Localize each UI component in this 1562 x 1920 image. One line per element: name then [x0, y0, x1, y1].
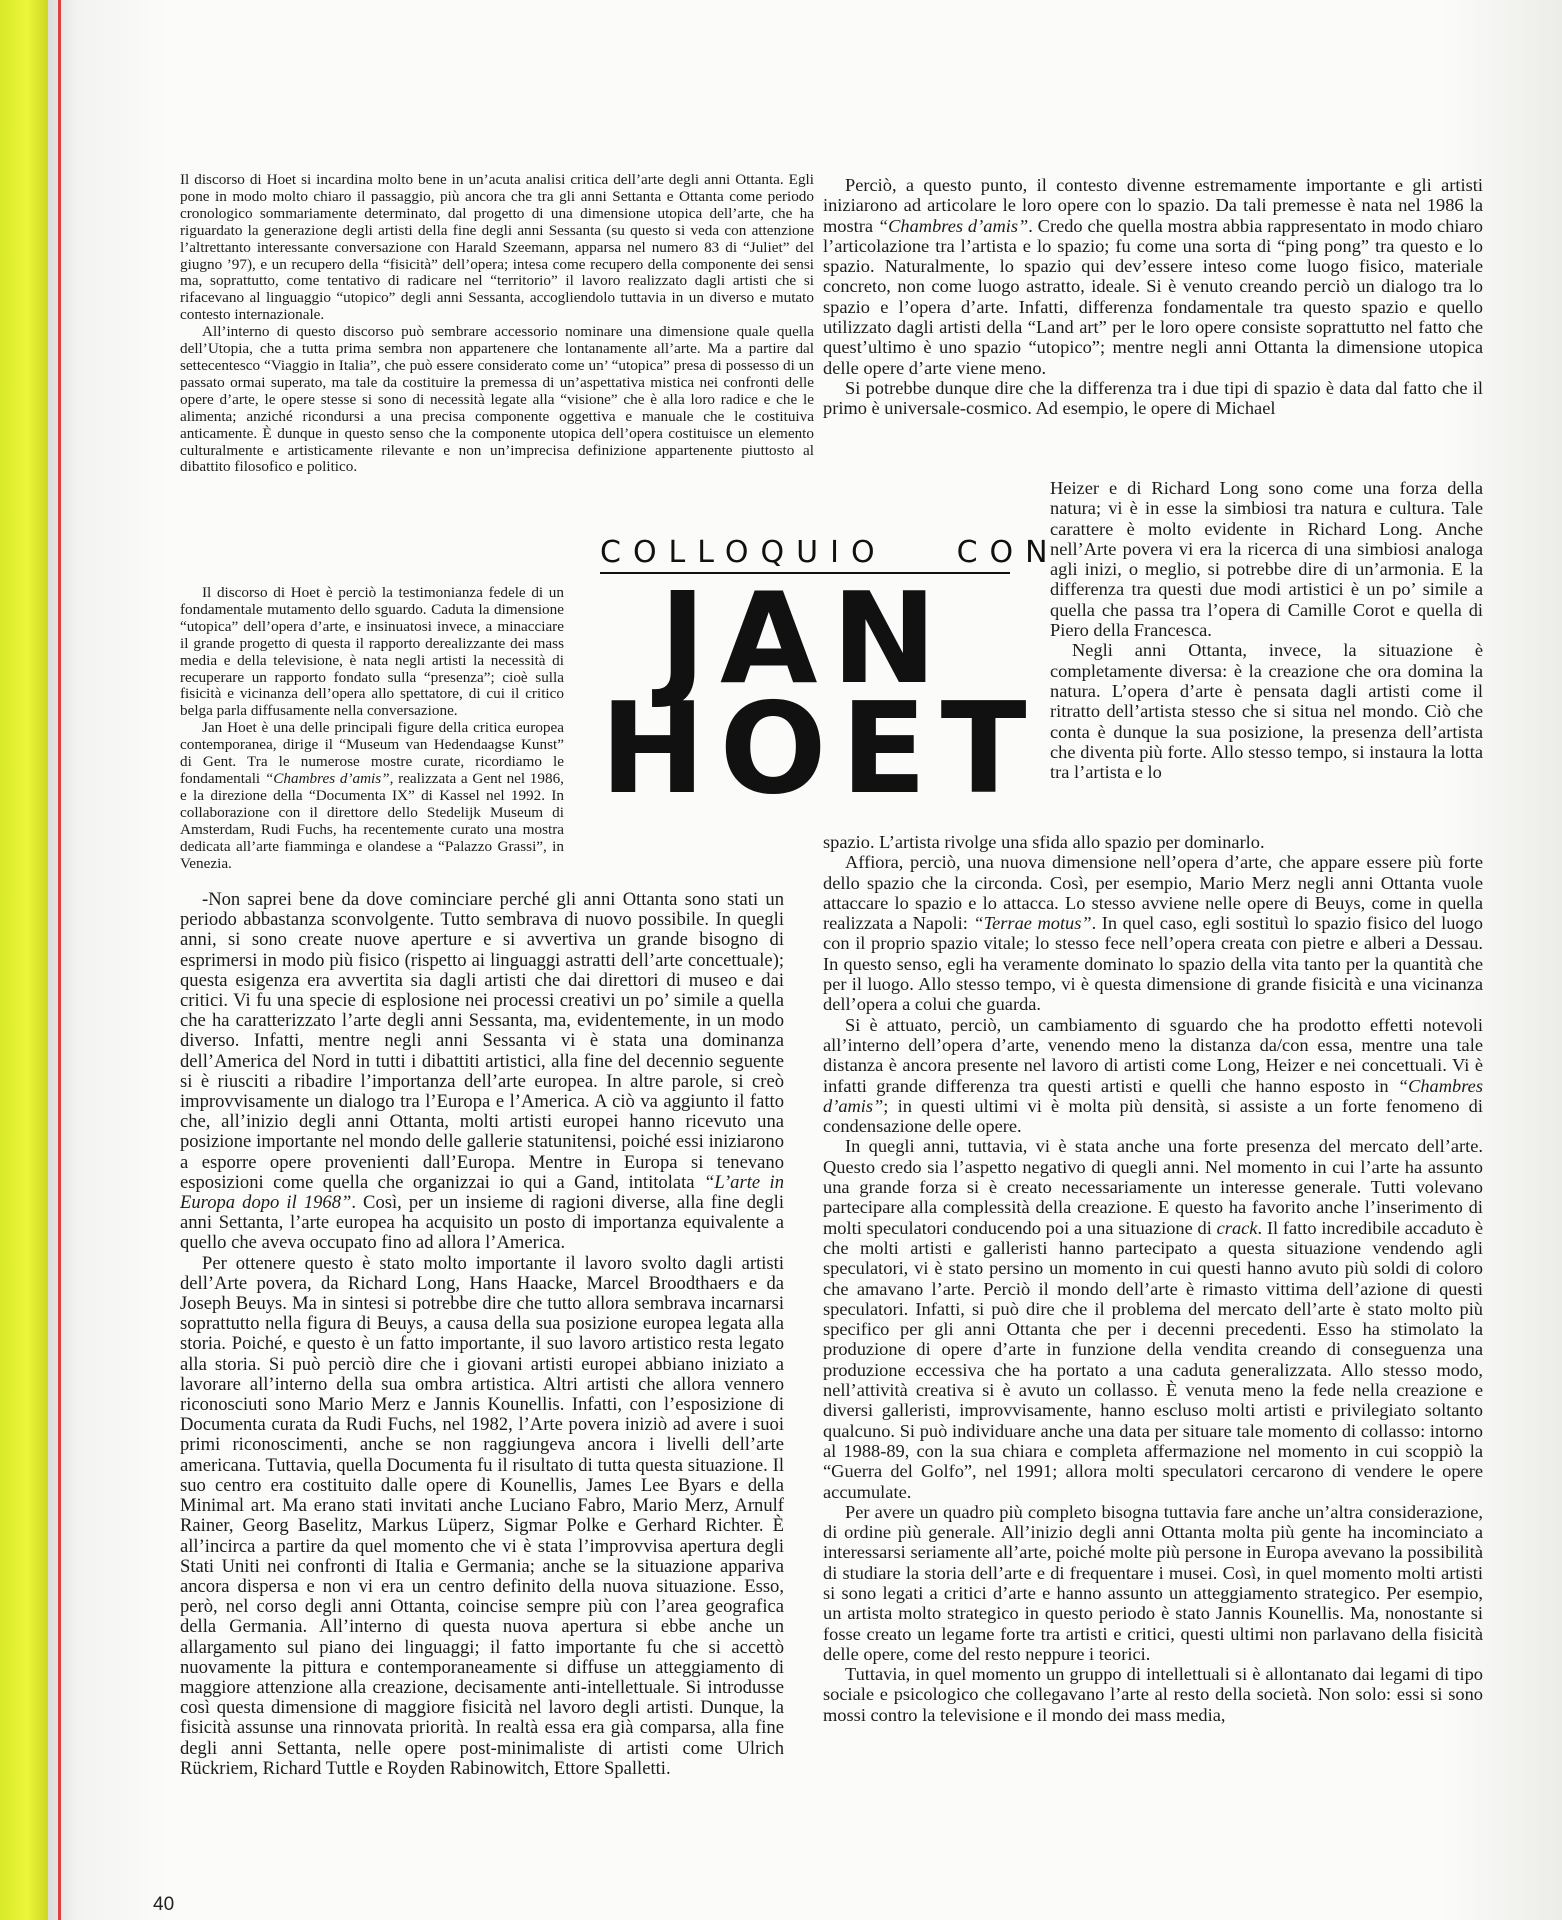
title-name-line-1: JAN [659, 565, 951, 712]
intro-block-top [180, 172, 814, 476]
right-paragraph-2a: Si potrebbe dunque dire che la differenza tra i due tipi di spazio è data dal fatto che il primo è universale-cosmico. Ad esempio, le opere di Michael [823, 377, 1483, 419]
left-paragraph-2: Per ottenere questo è stato molto importante il lavoro svolto dagli artisti dell’Arte povera, da Richard Long, Hans Haacke, Marcel Broodthaers e da Joseph Beuys. Ma in sintesi si potrebbe dire che tutto allora sembrava incarnarsi soprattutto nella figura di Beuys, a causa della sua posizione europea legata alla storia. Poiché, e questo è un fatto importante, il suo lavoro artistico resta legato alla storia. Si può perciò dire che i giovani artisti europei abbiano iniziato a lavorare all’interno della sua ombra artistica. Altri artisti che allora vennero riconosciuti sono Mario Merz e Jannis Kounellis. Infatti, con l’esposizione di Documenta curata da Rudi Fuchs, nel 1982, l’Arte povera iniziò ad avere i suoi primi riconoscimenti, anche se non raggiungeva ancora i livelli dell’arte americana. Tuttavia, quella Documenta fu il risultato di tutta questa situazione. Il suo centro era costituito dalle opere di Kounellis, James Lee Byars e della Minimal art. Ma erano stati invitati anche Luciano Fabro, Mario Merz, Arnulf Rainer, Georg Baselitz, Markus Lüperz, Sigmar Polke e Gerhard Richter. È all’incirca a partire da quel momento che vi è stata l’improvvisa apertura degli Stati Uniti nei confronti di Italia e Germania; anche se la situazione appariva ancora dispersa e non vi era un centro definito della nuova situazione. Esso, però, nel corso degli anni Ottanta, coincise sempre più con l’area geografica della Germania. All’interno di questa nuova apertura si ebbe anche un allargamento sul piano dei linguaggi; il fatto importante fu che si accettò nuovamente la pittura e contemporaneamente si diffuse un atteggiamento di maggiore attenzione alla creazione, decisamente anti-intellettuale. Si introdusse così questa dimensione di maggiore fisicità nel lavoro degli artisti. Dunque, la fisicità assunse una rinnovata priorità. In realtà essa era già comparsa, alla fine degli anni Settanta, nelle opere post-minimaliste di artisti come Ulrich Rückriem, Richard Tuttle e Royden Rabinowitch, Ettore Spalletti. [180, 1252, 784, 1779]
right-paragraph-6: In quegli anni, tuttavia, vi è stata anche una forte presenza del mercato dell’arte. Questo credo sia l’aspetto negativo di quegli anni. Nel momento in cui l’arte ha assunto una grande forza si è creato necessariamente un interesse generale. Tutti volevano partecipare alla complessità della creazione. E questo ha favorito anche l’inserimento di molti speculatori conducendo poi a una situazione di crack. Il fatto incredibile accaduto è che molti artisti e galleristi hanno partecipato a questa situazione vendendo agli speculatori, vi è stato persino un momento in cui questi hanno avuto più soldi di coloro che amavano l’arte. Perciò il mondo dell’arte è rimasto vittima dell’azione di questi speculatori. Infatti, si può dire che il problema del mercato dell’arte è stato molto più specifico per gli anni Ottanta che per i decenni precedenti. Esso ha stimolato la produzione di opere d’arte in funzione della vendita creando di conseguenza una produzione eccessiva che ha portato a una caduta generalizzata. Allo stesso modo, nell’attività creativa si è avuto un collasso. È venuta meno la fede nella creazione e diversi galleristi, improvvisamente, hanno escluso molti artisti e privilegiato soltanto qualcuno. Si può individuare anche una data per situare tale momento di collasso: intorno al 1988-89, con la sua chiara e completa affermazione nel momento in cui scoppiò la “Guerra del Golfo”, nel 1991; allora molti speculatori cercarono di vendere le opere accumulate. [823, 1136, 1483, 1502]
left-paragraph-1: -Non saprei bene da dove cominciare perché gli anni Ottanta sono stati un periodo abbastanza sconvolgente. Tutto sembrava di nuovo possibile. In quegli anni, si sono create nuove aperture e si avvertiva un grande bisogno di esprimersi in modo più fisico (rispetto ai linguaggi astratti dell’arte concettuale); questa esigenza era avvertita sia dagli artisti che dai direttori di museo e dai critici. Vi fu una specie di esplosione nei processi creativi un po’ simile a quella che ha caratterizzato l’arte degli anni Sessanta, ma, evidentemente, in un modo diverso. Infatti, mentre negli anni Sessanta vi è stata una dominanza dell’America del Nord in tutti i dibattiti artistici, alla fine del decennio seguente si è riusciti a ribadire l’importanza dell’arte europea. In altre parole, si creò improvvisamente un dialogo tra l’Europa e l’America. A ciò va aggiunto il fatto che, all’inizio degli anni Ottanta, molti artisti europei hanno ricevuto una posizione importante nel mondo delle gallerie statunitensi, poiché essi iniziarono a esporre opere provenienti dall’Europa. Mentre in Europa si tenevano esposizioni come quella che organizzai io qui a Gand, intitolata “L’arte in Europa dopo il 1968”. Così, per un insieme di ragioni diverse, alla fine degli anni Settanta, l’arte europea ha acquisito un posto di importanza equivalente a quello che aveva occupato fino ad allora l’America. [180, 889, 785, 1254]
title-name-line-2: HOET [600, 675, 1041, 822]
right-paragraph-4: Affiora, perciò, una nuova dimensione nell’opera d’arte, che appare essere più forte dello spazio che la circonda. Così, per esempio, Mario Merz negli anni Ottanta vuole attaccare lo spazio e lo attacca. Lo stesso avviene nelle opere di Beuys, come in quella realizzata a Napoli: “Terrae motus”. In quel caso, egli sostituì lo spazio fisico del luogo con il proprio spazio vitale; lo stesso fece nell’opera creata con pietre e alberi a Dessau. In questo senso, egli ha veramente dominato lo spazio della vita tanto per la quantità che per il luogo. Allo stesso tempo, vi è questa dimensione di grande fisicità e una vicinanza dell’opera a colui che guarda. [823, 852, 1483, 1015]
page-number: 40 [153, 1894, 175, 1915]
right-paragraph-2b: Heizer e di Richard Long sono come una forza della natura; vi è in esse la simbiosi tra natura e cultura. Tale carattere è molto evidente in Richard Long. Anche nell’Arte povera vi era la ricerca di una simbiosi analoga agli inizi, o meglio, si potrebbe dire di un’armonia. E la differenza tra questi due modi artistici è un po’ simile a quella che passa tra l’opera di Camille Corot e quella di Piero della Francesca. [1050, 478, 1483, 641]
right-paragraph-3a: Negli anni Ottanta, invece, la situazione è completamente diversa: è la creazione che ora domina la natura. L’opera d’arte è pensata dagli artisti come il ritratto dell’artista stesso che si situa nel mondo. Ciò che conta è dunque la sua posizione, la presenza dell’artista che diventa più forte. Allo stesso tempo, si instaura la lotta tra l’artista e lo [1050, 640, 1483, 783]
spine-edge [0, 0, 50, 1920]
right-column-top [823, 175, 1483, 419]
right-paragraph-5: Si è attuato, perciò, un cambiamento di sguardo che ha prodotto effetti notevoli all’interno dell’opera d’arte, venendo meno la distanza da/con essa, mentre una tale distanza è ancora presente nel lavoro di artisti come Long, Heizer e nei concettuali. Vi è infatti grande differenza tra questi artisti e quelli che hanno esposto in “Chambres d’amis”; in questi ultimi vi è molta più densità, si assiste a un forte fenomeno di condensazione delle opere. [823, 1014, 1483, 1137]
right-column-beside-title [1050, 478, 1483, 782]
right-paragraph-3b: spazio. L’artista rivolge una sfida allo spazio per dominarlo. [823, 832, 1265, 852]
intro-paragraph-1: Il discorso di Hoet si incardina molto bene in un’acuta analisi critica dell’arte degli anni Ottanta. Egli pone in modo molto chiaro il passaggio, più ancora che tra gli anni Settanta e Ottanta come periodo cronologico sommariamente determinato, dal progetto di una dimensione utopica dell’arte, che ha riguardato la generazione degli artisti della fine degli anni Sessanta (su questo si veda con attenzione l’altrettanto interessante conversazione con Harald Szeemann, apparsa nel numero 83 di “Juliet” del giugno ’97), e un recupero della “fisicità” dell’opera; intesa come recupero della componente dei sensi ma, soprattutto, come tentativo di radicare nel “territorio” il lavoro realizzato dagli artisti che si rifacevano al linguaggio “utopico” degli anni Sessanta, accogliendolo tuttavia in un diverso e mutato contesto internazionale. [180, 171, 814, 324]
intro-paragraph-2: All’interno di questo discorso può sembrare accessorio nominare una dimensione quale quella dell’Utopia, che a tutta prima sembra non appartenere che lontanamente all’arte. Ma a partire dal settecentesco “Viaggio in Italia”, che può essere considerato come un’ “utopica” presa di possesso di un passato ormai superato, ma tale da costituire la premessa di un’aspettativa mistica nei confronti delle opere d’arte, le opere stesse si sono di necessità legate alla “visione” che è alla loro radice e che le alimenta; anziché ricondursi a una precisa componente oggettiva e manuale che le costituiva anticamente. È dunque in questo senso che la componente utopica dell’opera costituisce un elemento culturalmente e artisticamente rilevante e non un’imprecisa definizione appartenente piuttosto al dibattito filosofico e politico. [180, 323, 814, 476]
left-column [180, 890, 784, 1779]
intro-block-bottom [180, 585, 564, 872]
intro-paragraph-3: Il discorso di Hoet è perciò la testimonianza fedele di un fondamentale mutamento dello sguardo. Caduta la dimensione “utopica” dell’opera d’arte, e insinuatosi invece, a minacciare il grande progetto di questa il rapporto derealizzante dei mass media e della televisione, è nata negli artisti la necessità di recuperare un rapporto fondato sulla “presenza”; cioè sulla fisicità e vicinanza dell’opera allo spettatore, di cui il critico belga parla diffusamente nella conversazione. [180, 584, 564, 720]
article-title [600, 535, 1060, 822]
right-paragraph-7: Per avere un quadro più completo bisogna tuttavia fare anche un’altra considerazione, di ordine più generale. All’inizio degli anni Ottanta molta più gente ha incominciato a interessarsi seriamente all’arte, poiché molte più persone in Europa avevano la possibilità di studiare la storia dell’arte e di frequentare i musei. Così, in quel momento molti artisti si sono legati a critici d’arte e hanno assunto un atteggiamento strategico. Per esempio, un artista molto strategico in questo periodo è stato Jannis Kounellis. Ma, nonostante si fosse creato un legame forte tra artisti e critici, questi ultimi non parlavano della fisicità delle opere, come del resto neppure i teorici. [823, 1501, 1483, 1664]
title-kicker: COLLOQUIO CON [600, 535, 1010, 574]
margin-rule [58, 0, 61, 1920]
intro-paragraph-4: Jan Hoet è una delle principali figure della critica europea contemporanea, dirige il “Museum van Hedendaagse Kunst” di Gent. Tra le numerose mostre curate, ricordiamo le fondamentali “Chambres d’amis”, realizzata a Gent nel 1986, e la direzione della “Documenta IX” di Kassel nel 1992. In collaborazione con il direttore dello Stedelijk Museum di Amsterdam, Rudi Fuchs, ha recentemente curato una mostra dedicata all’arte fiamminga e olandese a “Palazzo Grassi”, in Venezia. [180, 719, 564, 872]
right-paragraph-8: Tuttavia, in quel momento un gruppo di intellettuali si è allontanato dai legami di tipo sociale e psicologico che collegavano l’arte al resto della società. Non solo: essi si sono mossi contro la televisione e il mondo dei mass media, [823, 1664, 1483, 1725]
right-column-bottom [823, 832, 1483, 1725]
right-paragraph-1: Perciò, a questo punto, il contesto divenne estremamente importante e gli artisti iniziarono ad articolare le loro opere con lo spazio. Da tali premesse è nata nel 1986 la mostra “Chambres d’amis”. Credo che quella mostra abbia rappresentato in modo chiaro l’articolazione tra l’artista e lo spazio; fu come una sorta di “ping pong” tra questo e lo spazio. Naturalmente, lo spazio qui dev’essere inteso come luogo fisico, materiale concreto, non come luogo astratto, ideale. Si è venuto creando perciò un dialogo tra lo spazio e l’opera d’arte. Infatti, differenza fondamentale tra questo spazio e quello utilizzato dagli artisti della “Land art” per le loro opere consiste soprattutto nel fatto che quest’ultimo è uno spazio “utopico”; mentre negli anni Ottanta la dimensione utopica delle opere d’arte viene meno. [823, 175, 1484, 378]
